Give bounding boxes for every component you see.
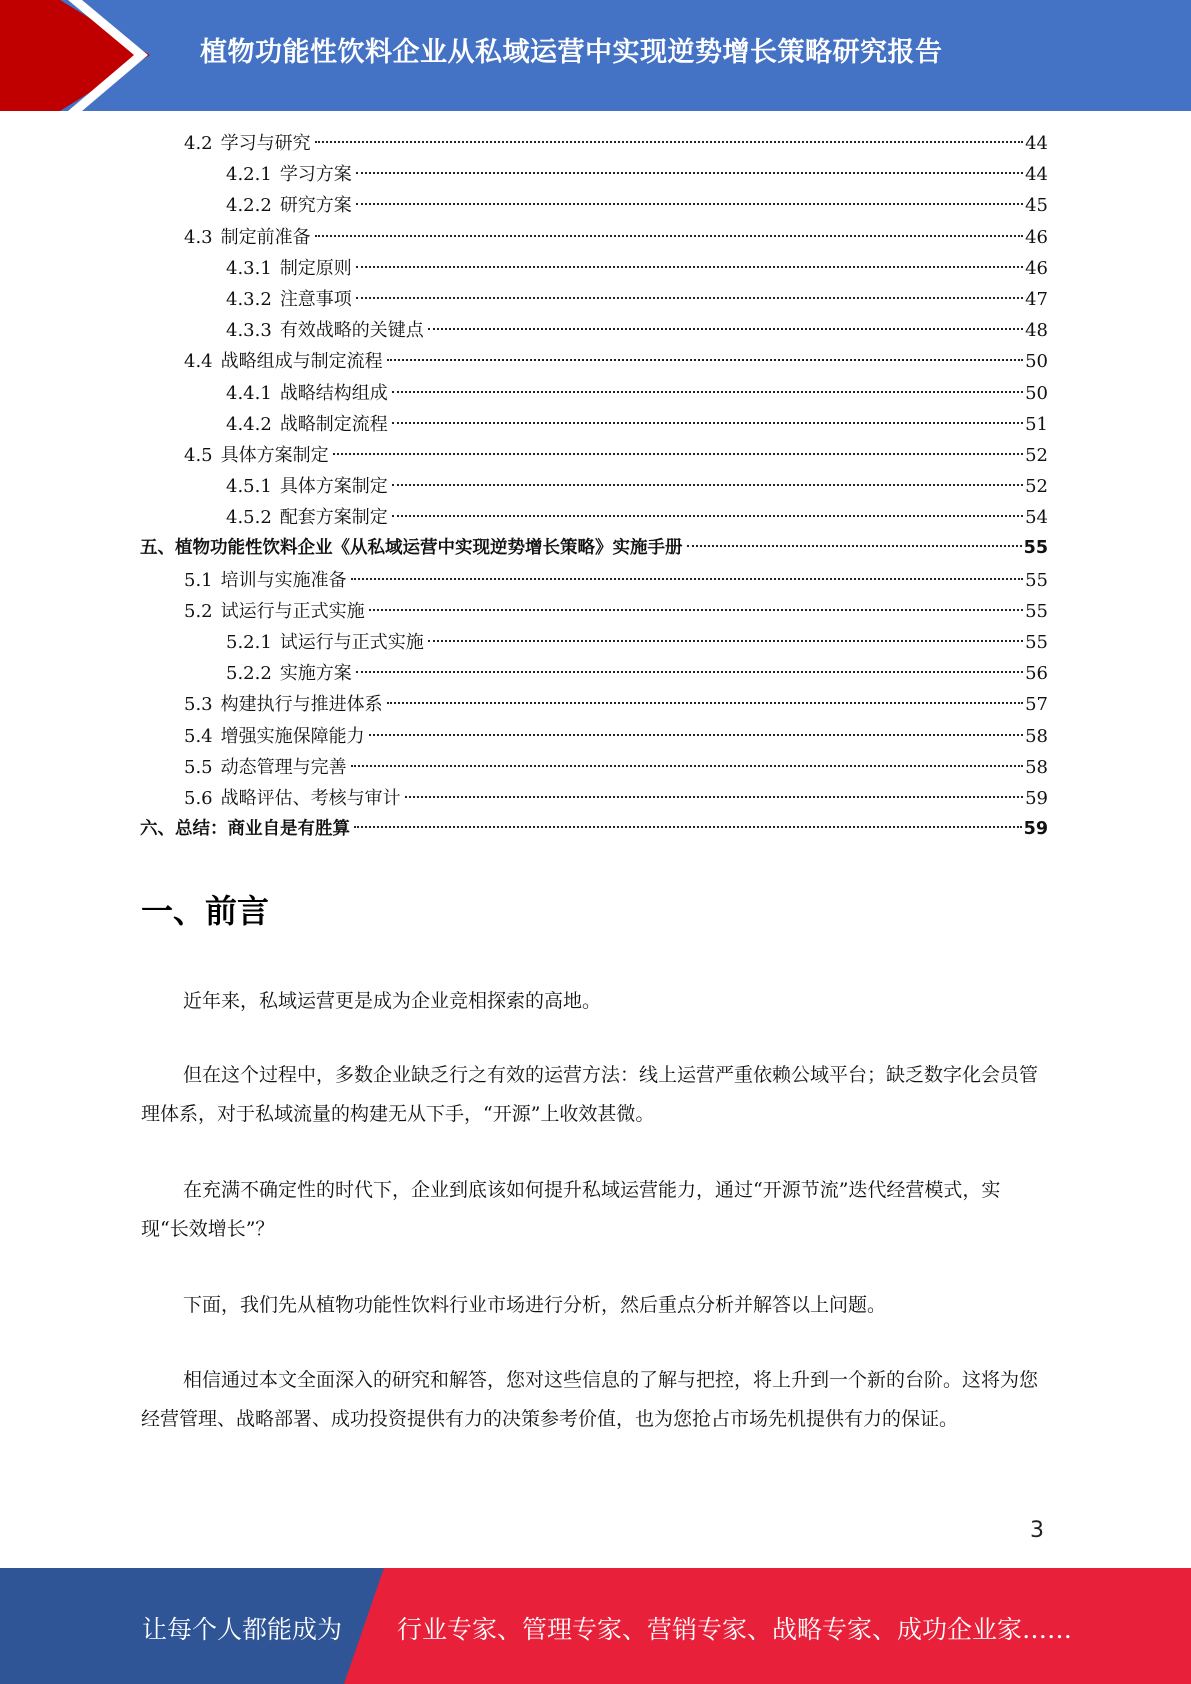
toc-page-number: 58 (1025, 756, 1048, 778)
toc-page-number: 45 (1025, 195, 1048, 217)
toc-entry-label: 制定前准备 (220, 226, 311, 248)
toc-entry-title (184, 222, 311, 253)
toc-entry-label: 六、总结：商业自是有胜算 (140, 819, 350, 840)
toc-entry-title (184, 752, 347, 783)
toc-entry-number: 4.5.2 (226, 507, 272, 529)
toc-page-number: 44 (1025, 133, 1048, 154)
toc-page-number: 47 (1025, 288, 1048, 310)
toc-entry-title (184, 783, 401, 814)
toc-entry[interactable] (140, 440, 1048, 471)
toc-entry-title (140, 533, 683, 564)
toc-entry-number: 5.1 (184, 569, 213, 591)
toc-entry[interactable] (140, 409, 1048, 440)
page-footer (0, 1568, 1191, 1684)
toc-dot-leader (369, 734, 1023, 736)
paragraph-5: 相信通过本文全面深入的研究和解答，您对这些信息的了解与把控，将上升到一个新的台阶。这将为您经营管理、战略部署、成功投资提供有力的决策参考价值，也为您抢占市场先机提供有力的保证。 (141, 1369, 1039, 1430)
toc-dot-leader (428, 640, 1023, 642)
toc-entry-title (226, 502, 388, 533)
toc-page-number: 46 (1025, 226, 1048, 248)
toc-dot-leader (356, 671, 1023, 673)
toc-page-number: 52 (1025, 444, 1048, 466)
toc-entry[interactable] (140, 689, 1048, 720)
toc-entry-title (184, 440, 329, 471)
toc-entry-title (184, 128, 311, 159)
toc-dot-leader (351, 578, 1023, 580)
toc-entry[interactable] (140, 565, 1048, 596)
toc-entry-number: 4.4.2 (226, 413, 272, 435)
toc-entry-label: 构建执行与推进体系 (220, 694, 383, 716)
toc-entry-title (226, 284, 352, 315)
toc-entry-number: 4.3.1 (226, 257, 272, 279)
toc-entry-title (226, 627, 424, 658)
toc-entry-label: 战略结构组成 (279, 382, 388, 404)
toc-entry-number: 5.5 (184, 756, 213, 778)
toc-dot-leader (687, 545, 1022, 547)
toc-entry[interactable] (140, 159, 1048, 190)
toc-dot-leader (405, 796, 1023, 798)
section-heading: 一、前言 (141, 892, 270, 930)
toc-entry-label: 动态管理与完善 (220, 756, 347, 778)
toc-page-number: 50 (1025, 382, 1048, 404)
toc-entry-label: 试运行与正式实施 (279, 632, 424, 653)
toc-entry-label: 试运行与正式实施 (220, 600, 365, 622)
toc-dot-leader (351, 765, 1023, 767)
toc-entry-title (226, 409, 388, 440)
toc-entry[interactable] (140, 533, 1048, 564)
toc-dot-leader (356, 297, 1023, 299)
toc-dot-leader (387, 359, 1023, 361)
toc-dot-leader (356, 266, 1023, 268)
toc-entry[interactable] (140, 752, 1048, 783)
toc-entry-number: 5.4 (184, 725, 213, 747)
toc-entry-label: 注意事项 (279, 288, 352, 310)
toc-entry-label: 学习与研究 (220, 133, 311, 154)
toc-entry-title (184, 346, 383, 377)
toc-entry[interactable] (140, 658, 1048, 689)
toc-entry-number: 4.2.1 (226, 164, 272, 186)
toc-entry[interactable] (140, 346, 1048, 377)
toc-entry-number: 5.2.2 (226, 663, 272, 685)
toc-entry[interactable] (140, 190, 1048, 221)
toc-page-number: 56 (1025, 663, 1048, 685)
toc-entry-label: 增强实施保障能力 (220, 725, 365, 747)
paragraph-3: 在充满不确定性的时代下，企业到底该如何提升私域运营能力，通过“开源节流”迭代经营模式，实现“长效增长”？ (141, 1179, 1001, 1240)
toc-entry-number: 5.2.1 (226, 632, 272, 653)
toc-entry[interactable] (140, 627, 1048, 658)
toc-entry-number: 5.2 (184, 600, 213, 622)
toc-entry-number: 4.3.3 (226, 320, 272, 342)
toc-dot-leader (392, 515, 1023, 517)
toc-entry-title (226, 159, 352, 190)
report-title: 植物功能性饮料企业从私域运营中实现逆势增长策略研究报告 (200, 37, 943, 68)
toc-entry[interactable] (140, 814, 1048, 845)
toc-entry-title (184, 721, 365, 752)
toc-page-number: 55 (1025, 600, 1048, 622)
toc-entry-number: 5.3 (184, 694, 213, 716)
toc-entry-title (226, 471, 388, 502)
toc-entry[interactable] (140, 284, 1048, 315)
toc-entry-label: 有效战略的关键点 (279, 320, 424, 342)
toc-entry-label: 战略组成与制定流程 (220, 351, 383, 373)
toc-entry[interactable] (140, 315, 1048, 346)
toc-entry-title (226, 253, 352, 284)
toc-entry-title (140, 814, 350, 845)
toc-entry[interactable] (140, 721, 1048, 752)
page-header (0, 0, 1191, 111)
toc-entry-title (226, 315, 424, 346)
paragraph-2: 但在这个过程中，多数企业缺乏行之有效的运营方法：线上运营严重依赖公域平台；缺乏数字化会员管理体系，对于私域流量的构建无从下手，“开源”上收效甚微。 (141, 1064, 1039, 1125)
toc-entry-title (226, 190, 352, 221)
toc-entry[interactable] (140, 502, 1048, 533)
toc-dot-leader (392, 391, 1023, 393)
toc-page-number: 48 (1025, 320, 1048, 342)
page-number: 3 (1030, 1518, 1044, 1543)
table-of-contents (140, 128, 1048, 845)
toc-entry-title (184, 565, 347, 596)
toc-entry[interactable] (140, 253, 1048, 284)
toc-page-number: 58 (1025, 725, 1048, 747)
toc-entry-label: 具体方案制定 (220, 444, 329, 466)
toc-entry-number: 4.3 (184, 226, 213, 248)
toc-entry-number: 4.5 (184, 444, 213, 466)
toc-entry-label: 战略评估、考核与审计 (220, 787, 401, 809)
toc-entry-title (226, 658, 352, 689)
toc-entry-label: 战略制定流程 (279, 413, 388, 435)
toc-entry[interactable] (140, 783, 1048, 814)
toc-page-number: 55 (1025, 632, 1048, 653)
toc-entry-number: 4.3.2 (226, 288, 272, 310)
toc-entry[interactable] (140, 222, 1048, 253)
toc-page-number: 55 (1023, 538, 1048, 559)
toc-page-number: 57 (1025, 694, 1048, 716)
toc-entry-title (184, 596, 365, 627)
toc-dot-leader (356, 172, 1023, 174)
toc-entry-number: 4.2.2 (226, 195, 272, 217)
toc-dot-leader (387, 702, 1023, 704)
paragraph-1: 近年来，私域运营更是成为企业竞相探索的高地。 (183, 990, 602, 1012)
toc-page-number: 55 (1025, 569, 1048, 591)
toc-dot-leader (392, 422, 1023, 424)
toc-page-number: 51 (1025, 413, 1048, 435)
toc-dot-leader (356, 203, 1023, 205)
toc-dot-leader (315, 141, 1023, 143)
toc-dot-leader (315, 235, 1023, 237)
toc-entry-title (226, 378, 388, 409)
toc-entry-number: 4.5.1 (226, 476, 272, 498)
toc-entry[interactable] (140, 471, 1048, 502)
toc-entry-number: 4.2 (184, 133, 213, 154)
toc-entry[interactable] (140, 596, 1048, 627)
toc-entry-label: 实施方案 (279, 663, 352, 685)
toc-page-number: 59 (1023, 819, 1048, 840)
toc-entry-label: 具体方案制定 (279, 476, 388, 498)
toc-entry[interactable] (140, 128, 1048, 159)
toc-dot-leader (369, 609, 1023, 611)
toc-entry-number: 4.4.1 (226, 382, 272, 404)
toc-page-number: 59 (1025, 787, 1048, 809)
toc-entry-label: 五、植物功能性饮料企业《从私域运营中实现逆势增长策略》实施手册 (140, 538, 683, 559)
toc-entry-title (184, 689, 383, 720)
toc-entry-label: 学习方案 (279, 164, 352, 186)
toc-entry-label: 培训与实施准备 (220, 569, 347, 591)
paragraph-4: 下面，我们先从植物功能性饮料行业市场进行分析，然后重点分析并解答以上问题。 (183, 1294, 887, 1316)
toc-page-number: 44 (1025, 164, 1048, 186)
toc-page-number: 46 (1025, 257, 1048, 279)
toc-entry-label: 配套方案制定 (279, 507, 388, 529)
toc-entry-label: 研究方案 (279, 195, 352, 217)
footer-slogan-left: 让每个人都能成为 (142, 1615, 343, 1644)
toc-entry[interactable] (140, 378, 1048, 409)
toc-entry-number: 5.6 (184, 787, 213, 809)
footer-slogan-right: 行业专家、管理专家、营销专家、战略专家、成功企业家…… (397, 1615, 1073, 1644)
toc-dot-leader (392, 484, 1023, 486)
toc-dot-leader (354, 826, 1022, 828)
toc-entry-number: 4.4 (184, 351, 213, 373)
toc-page-number: 54 (1025, 507, 1048, 529)
toc-dot-leader (428, 328, 1023, 330)
toc-page-number: 50 (1025, 351, 1048, 373)
toc-dot-leader (333, 453, 1023, 455)
toc-entry-label: 制定原则 (279, 257, 352, 279)
toc-page-number: 52 (1025, 476, 1048, 498)
